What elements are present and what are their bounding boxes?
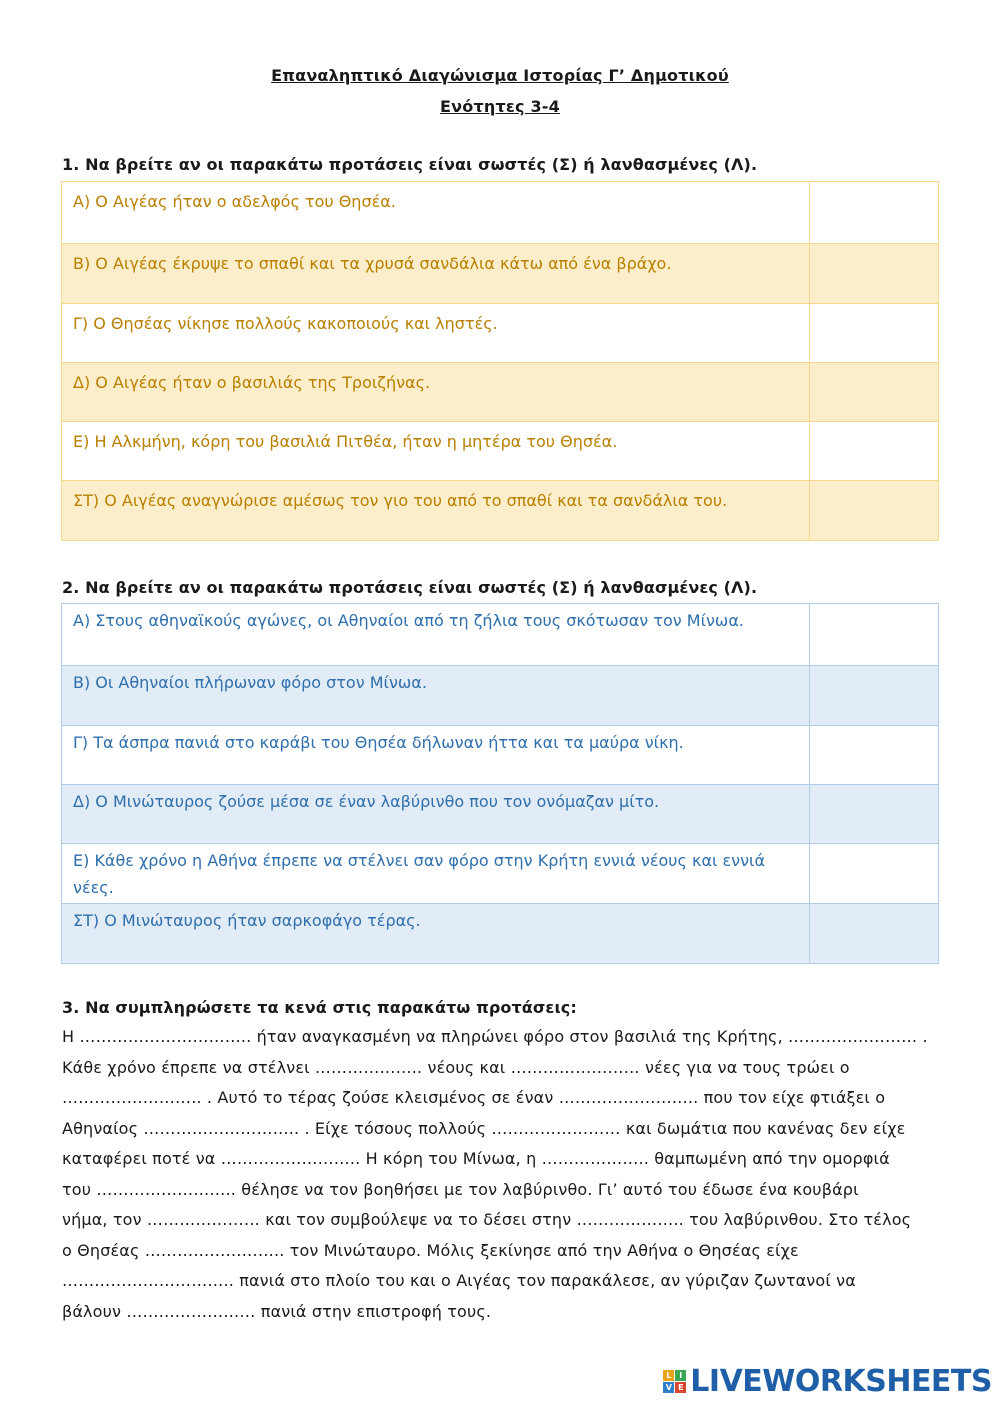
paragraph-line: Η ………………………….. ήταν αναγκασμένη να πληρώνει φόρο στον βασιλιά της Κρήτης, …………………… .: [62, 1027, 928, 1046]
statement-text: Γ) Τα άσπρα πανιά στο καράβι του Θησέα δήλωναν ήττα και τα μαύρα νίκη.: [62, 726, 810, 785]
answer-cell[interactable]: [810, 666, 939, 726]
fill-in-paragraph: [62, 1022, 942, 1327]
answer-cell[interactable]: [810, 844, 939, 904]
question-2-table: [61, 603, 939, 964]
liveworksheets-logo: [663, 1364, 992, 1399]
paragraph-line: βάλουν …………………… πανιά στην επιστροφή τους.: [62, 1301, 492, 1321]
answer-cell[interactable]: [810, 904, 939, 964]
answer-cell[interactable]: [810, 726, 939, 785]
table-row: [62, 481, 939, 541]
statement-text: Β) Οι Αθηναίοι πλήρωναν φόρο στον Μίνωα.: [62, 666, 810, 726]
table-row: [62, 422, 939, 481]
answer-cell[interactable]: [810, 304, 939, 363]
question-1-table: [61, 181, 939, 541]
question-1-heading: 1. Να βρείτε αν οι παρακάτω προτάσεις είναι σωστές (Σ) ή λανθασμένες (Λ).: [62, 155, 758, 174]
answer-cell[interactable]: [810, 785, 939, 844]
paragraph-line: Αθηναίος ……………………….. . Είχε τόσους πολλούς …………………… και δωμάτια που κανένας δεν είχε: [62, 1118, 906, 1138]
statement-text: Ε) Η Αλκμήνη, κόρη του βασιλιά Πιτθέα, ήταν η μητέρα του Θησέα.: [62, 422, 810, 481]
paragraph-line: ο Θησέας …………………….. τον Μινώταυρο. Μόλις ξεκίνησε από την Αθήνα ο Θησέας είχε: [62, 1240, 799, 1260]
answer-cell[interactable]: [810, 604, 939, 666]
statement-text: Β) Ο Αιγέας έκρυψε το σπαθί και τα χρυσά σανδάλια κάτω από ένα βράχο.: [62, 244, 810, 304]
table-row: [62, 304, 939, 363]
logo-mark-icon: [663, 1370, 686, 1393]
answer-cell[interactable]: [810, 363, 939, 422]
table-row: [62, 904, 939, 964]
worksheet-subtitle: Ενότητες 3-4: [440, 97, 560, 116]
table-row: [62, 604, 939, 666]
question-3-heading: 3. Να συμπληρώσετε τα κενά στις παρακάτω προτάσεις:: [62, 998, 577, 1017]
worksheet-title: Επαναληπτικό Διαγώνισμα Ιστορίας Γ’ Δημοτικού: [271, 66, 729, 85]
table-row: [62, 244, 939, 304]
statement-text: Γ) Ο Θησέας νίκησε πολλούς κακοποιούς και ληστές.: [62, 304, 810, 363]
statement-text: ΣΤ) Ο Αιγέας αναγνώρισε αμέσως τον γιο του από το σπαθί και τα σανδάλια του.: [62, 481, 810, 541]
answer-cell[interactable]: [810, 481, 939, 541]
paragraph-line: νήμα, τον ………………… και τον συμβούλεψε να το δέσει στην ……………….. του λαβύρινθου. Στο τέλος: [62, 1210, 912, 1229]
answer-cell[interactable]: [810, 182, 939, 244]
logo-mark-letter: L: [663, 1370, 674, 1381]
statement-text: Ε) Κάθε χρόνο η Αθήνα έπρεπε να στέλνει σαν φόρο στην Κρήτη εννιά νέους και εννιά νέες.: [62, 844, 810, 904]
logo-mark-letter: V: [663, 1382, 674, 1393]
statement-text: Δ) Ο Αιγέας ήταν ο βασιλιάς της Τροιζήνας.: [62, 363, 810, 422]
table-row: [62, 726, 939, 785]
statement-text: Α) Ο Αιγέας ήταν ο αδελφός του Θησέα.: [62, 182, 810, 244]
paragraph-line: …………………….. . Αυτό το τέρας ζούσε κλεισμένος σε έναν …………………….. που τον είχε φτιάξει ο: [62, 1088, 886, 1107]
logo-mark-letter: E: [675, 1382, 686, 1393]
statement-text: ΣΤ) Ο Μινώταυρος ήταν σαρκοφάγο τέρας.: [62, 904, 810, 964]
table-row: [62, 844, 939, 904]
paragraph-line: ………………………….. πανιά στο πλοίο του και ο Αιγέας τον παρακάλεσε, αν γύριζαν ζωντανοί να: [62, 1271, 856, 1290]
paragraph-line: καταφέρει ποτέ να …………………….. Η κόρη του Μίνωα, η ……………….. θαμπωμένη από την ομορφιά: [62, 1149, 890, 1168]
table-row: [62, 182, 939, 244]
question-2-heading: 2. Να βρείτε αν οι παρακάτω προτάσεις είναι σωστές (Σ) ή λανθασμένες (Λ).: [62, 578, 758, 597]
logo-mark-letter: I: [675, 1370, 686, 1381]
paragraph-line: Κάθε χρόνο έπρεπε να στέλνει ……………….. νέους και …………………… νέες για να τους τρώει ο: [62, 1057, 850, 1077]
table-row: [62, 363, 939, 422]
logo-text: LIVEWORKSHEETS: [690, 1364, 992, 1399]
paragraph-line: του …………………….. θέλησε να τον βοηθήσει με τον λαβύρινθο. Γι’ αυτό του έδωσε ένα κουβάρι: [62, 1179, 859, 1199]
answer-cell[interactable]: [810, 422, 939, 481]
answer-cell[interactable]: [810, 244, 939, 304]
table-row: [62, 666, 939, 726]
statement-text: Δ) Ο Μινώταυρος ζούσε μέσα σε έναν λαβύρινθο που τον ονόμαζαν μίτο.: [62, 785, 810, 844]
statement-text: Α) Στους αθηναϊκούς αγώνες, οι Αθηναίοι από τη ζήλια τους σκότωσαν τον Μίνωα.: [62, 604, 810, 666]
table-row: [62, 785, 939, 844]
